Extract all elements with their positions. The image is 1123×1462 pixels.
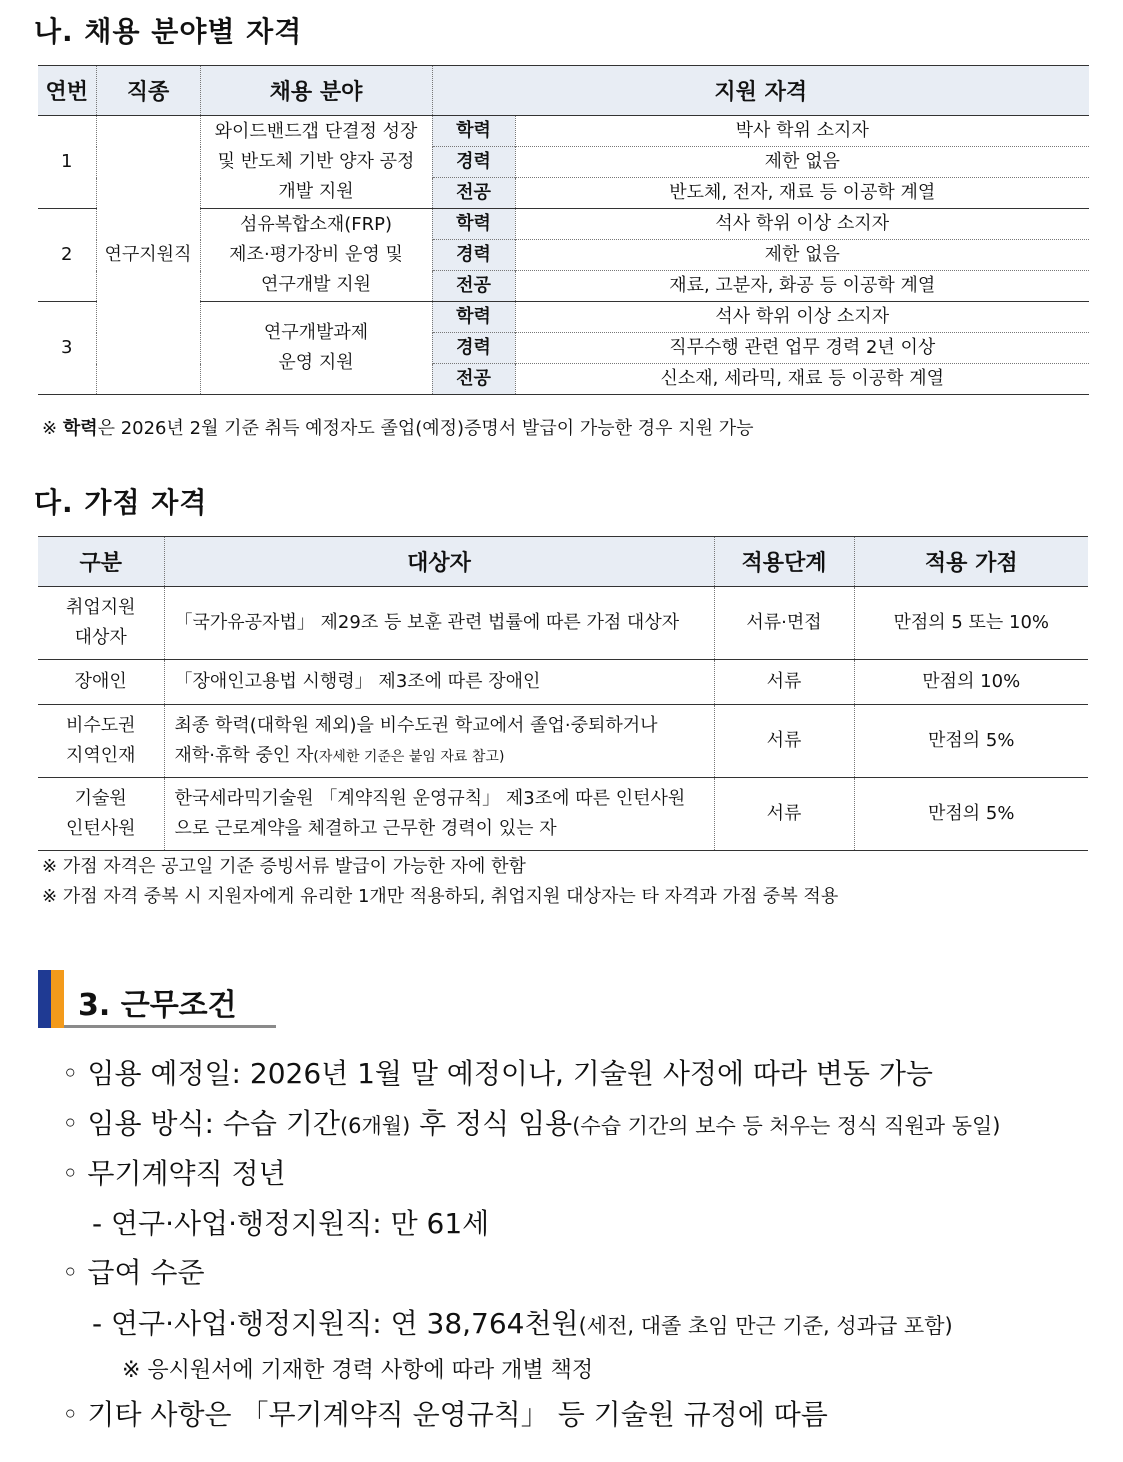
points-cell: 만점의 5% bbox=[854, 778, 1088, 851]
qual-value: 재료, 고분자, 화공 등 이공학 계열 bbox=[515, 271, 1089, 302]
field-line: 제조·평가장비 운영 및 bbox=[229, 244, 403, 265]
target-small-text: (자세한 기준은 붙임 자료 참고) bbox=[313, 748, 505, 765]
target-line: 「국가유공자법」 제29조 등 보훈 관련 법률에 따른 가점 대상자 bbox=[174, 612, 680, 633]
table-row bbox=[38, 660, 1088, 705]
category-line: 대상자 bbox=[74, 627, 127, 648]
note-rest: 은 2026년 2월 기준 취득 예정자도 졸업(예정)증명서 발급이 가능한 경우 지원 가능 bbox=[97, 418, 754, 439]
row-number: 3 bbox=[38, 302, 96, 395]
header-qualifications: 지원 자격 bbox=[432, 66, 1089, 116]
target-line: 「장애인고용법 시행령」 제3조에 따른 장애인 bbox=[174, 671, 541, 692]
category-line: 지역인재 bbox=[65, 745, 136, 766]
qual-value: 박사 학위 소지자 bbox=[515, 116, 1089, 147]
target-line: 최종 학력(대학원 제외)을 비수도권 학교에서 졸업·중퇴하거나 bbox=[174, 714, 658, 736]
category-line: 기술원 bbox=[74, 788, 127, 809]
bonus-points-table bbox=[38, 536, 1088, 851]
start-date-item: ◦ 임용 예정일: 2026년 1월 말 예정이나, 기술원 사정에 따라 변동 가능 bbox=[62, 1057, 933, 1090]
salary-item: ◦ 급여 수준 bbox=[62, 1256, 205, 1289]
heading-underline bbox=[64, 1025, 276, 1028]
target-cell bbox=[164, 778, 714, 851]
qual-label: 경력 bbox=[432, 240, 515, 271]
header-job-type: 직종 bbox=[96, 66, 200, 116]
bonus-note: ※ 가점 자격은 공고일 기준 증빙서류 발급이 가능한 자에 한함 bbox=[42, 856, 526, 877]
section3-heading bbox=[38, 970, 278, 1028]
salary-text: - 연구·사업·행정지원직: 연 38,764천원 bbox=[92, 1307, 579, 1340]
header-stage: 적용단계 bbox=[714, 537, 854, 587]
employment-method-item bbox=[62, 1102, 1000, 1142]
heading-bar-blue bbox=[38, 970, 51, 1028]
other-item: ◦ 기타 사항은 「무기계약직 운영규칙」 등 기술원 규정에 따름 bbox=[62, 1398, 828, 1431]
header-field: 채용 분야 bbox=[200, 66, 432, 116]
points-cell: 만점의 5% bbox=[854, 705, 1088, 778]
field-line: 와이드밴드갭 단결정 성장 bbox=[214, 121, 418, 142]
stage-cell: 서류·면접 bbox=[714, 587, 854, 660]
method-small: (6개월) bbox=[339, 1114, 411, 1138]
target-line: 으로 근로계약을 체결하고 근무한 경력이 있는 자 bbox=[174, 818, 557, 839]
qual-value: 신소재, 세라믹, 재료 등 이공학 계열 bbox=[515, 364, 1089, 395]
stage-cell: 서류 bbox=[714, 778, 854, 851]
salary-sub-item bbox=[92, 1302, 953, 1342]
category-line: 취업지원 bbox=[65, 597, 136, 618]
field-cell bbox=[200, 302, 432, 395]
qual-label: 학력 bbox=[432, 116, 515, 147]
table-header-row bbox=[38, 66, 1089, 116]
qual-label: 전공 bbox=[432, 178, 515, 209]
table-row bbox=[38, 778, 1088, 851]
category-line: 비수도권 bbox=[65, 715, 136, 736]
education-note bbox=[42, 414, 753, 440]
target-cell bbox=[164, 660, 714, 705]
header-no: 연번 bbox=[38, 66, 96, 116]
table-row bbox=[38, 116, 1089, 147]
qual-label: 전공 bbox=[432, 271, 515, 302]
field-line: 운영 지원 bbox=[278, 352, 354, 373]
field-cell bbox=[200, 116, 432, 209]
header-points: 적용 가점 bbox=[854, 537, 1088, 587]
field-line: 섬유복합소재(FRP) bbox=[239, 214, 393, 235]
category-line: 인턴사원 bbox=[65, 818, 136, 839]
method-text: ◦ 임용 방식: 수습 기간 bbox=[62, 1107, 340, 1140]
qual-value: 제한 없음 bbox=[515, 240, 1089, 271]
stage-cell: 서류 bbox=[714, 660, 854, 705]
table-header-row bbox=[38, 537, 1088, 587]
method-text: 후 정식 임용 bbox=[410, 1107, 573, 1140]
field-line: 연구개발 지원 bbox=[260, 274, 372, 295]
qual-label: 전공 bbox=[432, 364, 515, 395]
qual-value: 석사 학위 이상 소지자 bbox=[515, 209, 1089, 240]
category-line: 장애인 bbox=[74, 671, 127, 692]
table-row bbox=[38, 587, 1088, 660]
target-line bbox=[175, 741, 714, 772]
qual-value: 직무수행 관련 업무 경력 2년 이상 bbox=[515, 333, 1089, 364]
section-title-da: 다. 가점 자격 bbox=[34, 486, 208, 519]
field-line: 및 반도체 기반 양자 공정 bbox=[217, 151, 415, 172]
note-prefix: ※ bbox=[42, 418, 63, 439]
category-cell bbox=[38, 778, 164, 851]
row-number: 2 bbox=[38, 209, 96, 302]
qual-label: 경력 bbox=[432, 333, 515, 364]
section3-title: 3. 근무조건 bbox=[78, 988, 237, 1023]
table-row bbox=[38, 705, 1088, 778]
header-target: 대상자 bbox=[164, 537, 714, 587]
target-cell bbox=[164, 705, 714, 778]
row-number: 1 bbox=[61, 151, 73, 172]
bonus-note: ※ 가점 자격 중복 시 지원자에게 유리한 1개만 적용하되, 취업지원 대상자는 타 자격과 가점 중복 적용 bbox=[42, 886, 839, 907]
points-cell: 만점의 5 또는 10% bbox=[854, 587, 1088, 660]
salary-note: ※ 응시원서에 기재한 경력 사항에 따라 개별 책정 bbox=[122, 1358, 594, 1383]
field-line: 연구개발과제 bbox=[263, 322, 369, 343]
note-bold: 학력 bbox=[62, 418, 98, 439]
category-cell bbox=[38, 587, 164, 660]
category-cell bbox=[38, 705, 164, 778]
qual-label: 경력 bbox=[432, 147, 515, 178]
salary-small: (세전, 대졸 초임 만근 기준, 성과급 포함) bbox=[578, 1314, 953, 1338]
target-text: 재학·휴학 중인 자 bbox=[174, 744, 314, 766]
category-cell bbox=[38, 660, 164, 705]
target-line: 한국세라믹기술원 「계약직원 운영규칙」 제3조에 따른 인턴사원 bbox=[174, 788, 686, 809]
qual-label: 학력 bbox=[432, 209, 515, 240]
qual-label: 학력 bbox=[432, 302, 515, 333]
header-category: 구분 bbox=[38, 537, 164, 587]
field-cell bbox=[200, 209, 432, 302]
field-line: 개발 지원 bbox=[278, 181, 354, 202]
stage-cell: 서류 bbox=[714, 705, 854, 778]
retirement-sub-item: - 연구·사업·행정지원직: 만 61세 bbox=[92, 1207, 490, 1240]
points-cell: 만점의 10% bbox=[854, 660, 1088, 705]
job-type-cell: 연구지원직 bbox=[96, 116, 200, 395]
method-small: (수습 기간의 보수 등 처우는 정식 직원과 동일) bbox=[572, 1114, 1001, 1138]
qual-value: 반도체, 전자, 재료 등 이공학 계열 bbox=[515, 178, 1089, 209]
section-title-na: 나. 채용 분야별 자격 bbox=[34, 15, 303, 48]
target-cell bbox=[164, 587, 714, 660]
heading-bar-orange bbox=[51, 970, 64, 1028]
qualification-table bbox=[38, 65, 1089, 395]
qual-value: 석사 학위 이상 소지자 bbox=[515, 302, 1089, 333]
retirement-item: ◦ 무기계약직 정년 bbox=[62, 1157, 286, 1190]
qual-value: 제한 없음 bbox=[515, 147, 1089, 178]
